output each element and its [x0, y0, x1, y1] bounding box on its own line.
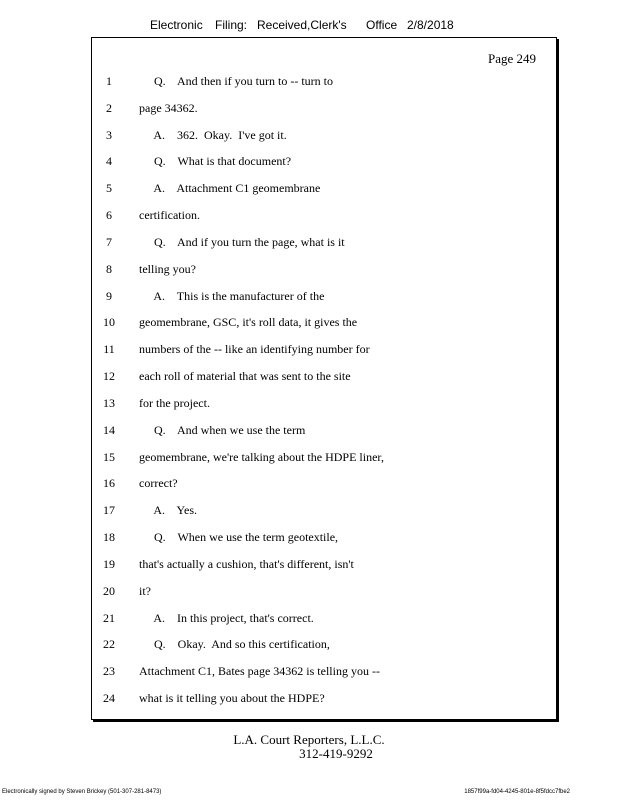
transcript-line	[92, 262, 558, 282]
line-text: that's actually a cushion, that's different, isn't	[139, 556, 354, 571]
transcript-line	[92, 342, 558, 362]
line-text: A. 362. Okay. I've got it.	[139, 127, 287, 142]
transcript-line	[92, 208, 558, 228]
line-text: Q. Okay. And so this certification,	[139, 637, 330, 652]
line-text: Q. And when we use the term	[139, 422, 306, 437]
reporter-company: L.A. Court Reporters, L.L.C.	[233, 732, 385, 747]
line-number: 20	[103, 583, 115, 598]
line-number: 5	[106, 181, 112, 196]
transcript-line	[92, 476, 558, 496]
line-number: 13	[103, 395, 115, 410]
line-text: A. This is the manufacturer of the	[139, 288, 325, 303]
line-number: 22	[103, 637, 115, 652]
header-word-received: Received,Clerk's	[257, 18, 347, 32]
line-text: Q. What is that document?	[139, 154, 292, 169]
electronic-signature: Electronically signed by Steven Brickey (501-307-281-8473)	[2, 789, 162, 795]
line-number: 7	[106, 234, 112, 249]
line-number: 21	[103, 610, 115, 625]
line-text: what is it telling you about the HDPE?	[139, 691, 325, 706]
line-number: 9	[106, 288, 112, 303]
line-text: page 34362.	[139, 100, 198, 115]
transcript-line	[92, 611, 558, 631]
line-text: Q. When we use the term geotextile,	[139, 530, 339, 545]
line-text: A. Attachment C1 geomembrane	[139, 181, 321, 196]
header-date: 2/8/2018	[407, 18, 454, 32]
header-word-office: Office	[366, 18, 398, 32]
line-text: A. Yes.	[139, 503, 198, 518]
document-hash: 1857f99a-fd04-4245-801e-8f5fdcc7fbe2	[464, 789, 570, 795]
header-word-filing: Filing:	[215, 18, 248, 32]
line-number: 14	[103, 422, 115, 437]
line-number: 17	[103, 503, 115, 518]
transcript-line	[92, 450, 558, 470]
transcript-line	[92, 154, 558, 174]
transcript-line	[92, 584, 558, 604]
line-text: for the project.	[139, 395, 210, 410]
line-text: numbers of the -- like an identifying number for	[139, 342, 370, 357]
line-text: each roll of material that was sent to the site	[139, 369, 351, 384]
line-text: correct?	[139, 476, 178, 491]
transcript-line	[92, 235, 558, 255]
line-number: 8	[106, 261, 112, 276]
line-number: 15	[103, 449, 115, 464]
transcript-page	[91, 37, 557, 720]
line-text: it?	[139, 583, 151, 598]
line-number: 3	[106, 127, 112, 142]
reporter-phone: 312-419-9292	[299, 746, 373, 761]
transcript-line	[92, 181, 558, 201]
transcript-line	[92, 530, 558, 550]
transcript-line	[92, 101, 558, 121]
transcript-line	[92, 369, 558, 389]
line-number: 6	[106, 208, 112, 223]
line-number: 19	[103, 556, 115, 571]
line-text: Q. And then if you turn to -- turn to	[139, 74, 333, 88]
line-text: Q. And if you turn the page, what is it	[139, 234, 345, 249]
page-number: Page 249	[487, 51, 536, 66]
transcript-line	[92, 315, 558, 335]
line-number: 12	[103, 369, 115, 384]
line-text: geomembrane, GSC, it's roll data, it gives the	[139, 315, 358, 330]
transcript-line	[92, 503, 558, 523]
line-number: 10	[103, 315, 115, 330]
transcript-line	[92, 128, 558, 148]
line-number: 4	[106, 154, 112, 169]
line-number: 23	[103, 664, 115, 679]
transcript-line	[92, 289, 558, 309]
transcript-line	[92, 74, 558, 94]
line-number: 18	[103, 530, 115, 545]
transcript-line	[92, 557, 558, 577]
filing-stamp-header	[0, 18, 618, 38]
transcript-line	[92, 664, 558, 684]
transcript-line	[92, 691, 558, 711]
line-number: 2	[106, 100, 112, 115]
header-word-electronic: Electronic	[150, 18, 203, 32]
line-number: 11	[103, 342, 115, 357]
transcript-line	[92, 423, 558, 443]
line-number: 16	[103, 476, 115, 491]
transcript-line	[92, 637, 558, 657]
line-text: telling you?	[139, 261, 196, 276]
line-text: geomembrane, we're talking about the HDPE liner,	[139, 449, 384, 464]
line-number: 24	[103, 691, 115, 706]
line-text: certification.	[139, 208, 200, 223]
line-number: 1	[106, 74, 112, 88]
transcript-line	[92, 396, 558, 416]
line-text: A. In this project, that's correct.	[139, 610, 314, 625]
line-text: Attachment C1, Bates page 34362 is telling you --	[139, 664, 380, 679]
